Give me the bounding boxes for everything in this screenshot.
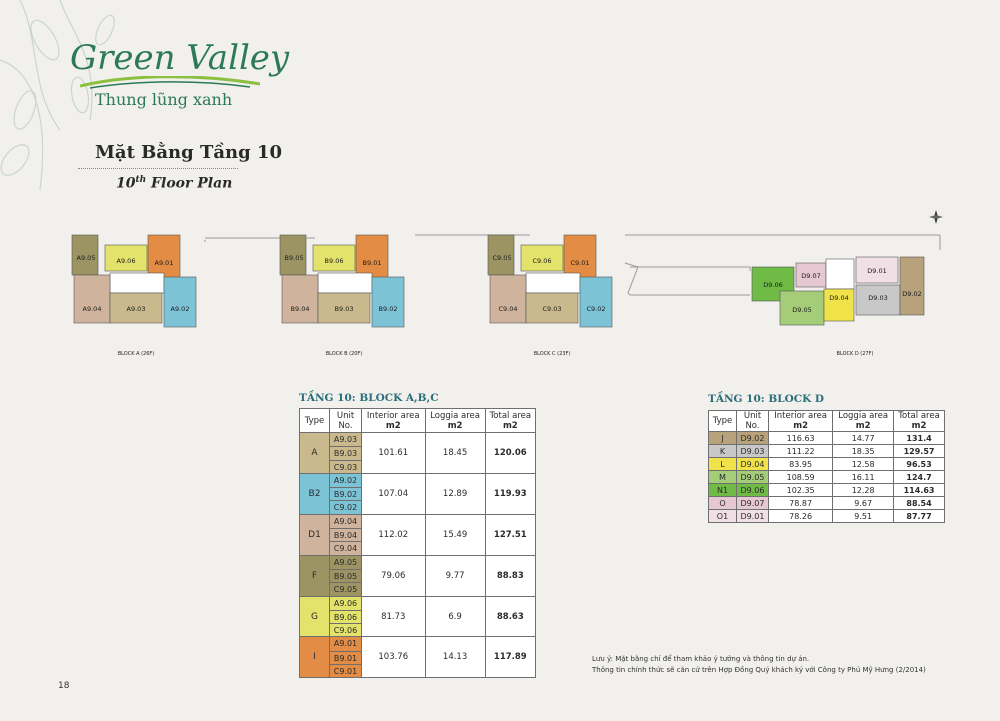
unit-label: D9.01 bbox=[867, 267, 887, 275]
block-a-plan bbox=[72, 235, 196, 357]
header-unit: Unit No. bbox=[330, 409, 362, 433]
interior-cell: 101.61 bbox=[362, 433, 426, 474]
type-cell: F bbox=[300, 555, 330, 596]
header-interior-label: Interior area bbox=[774, 411, 827, 421]
type-cell: A bbox=[300, 433, 330, 474]
loggia-cell: 12.28 bbox=[833, 484, 894, 497]
table-block-d bbox=[708, 410, 945, 523]
floor-plan bbox=[60, 205, 960, 365]
block-b-plan bbox=[280, 235, 404, 357]
header-type: Type bbox=[709, 411, 737, 432]
table-row bbox=[300, 514, 536, 555]
total-cell: 88.63 bbox=[485, 596, 535, 637]
unit-label: C9.04 bbox=[498, 305, 518, 313]
block-label: BLOCK D (27F) bbox=[836, 351, 874, 357]
unit-no: A9.02 bbox=[333, 475, 358, 485]
heading-divider bbox=[78, 168, 238, 169]
header-interior-unit: m2 bbox=[385, 420, 401, 431]
header-loggia-label: Loggia area bbox=[838, 411, 889, 421]
loggia-cell: 9.67 bbox=[833, 497, 894, 510]
table-row bbox=[709, 471, 945, 484]
type-cell: L bbox=[709, 458, 737, 471]
units-cell bbox=[330, 555, 362, 596]
header-total bbox=[894, 411, 945, 432]
total-cell: 114.63 bbox=[894, 484, 945, 497]
loggia-cell: 6.9 bbox=[425, 596, 485, 637]
unit-label: D9.02 bbox=[902, 290, 922, 298]
interior-cell: 78.87 bbox=[769, 497, 833, 510]
total-cell: 119.93 bbox=[485, 473, 535, 514]
logo-subtitle: Thung lũng xanh bbox=[95, 90, 233, 109]
type-cell: N1 bbox=[709, 484, 737, 497]
header-loggia bbox=[425, 409, 485, 433]
page-subtitle bbox=[116, 175, 232, 192]
table-row bbox=[709, 432, 945, 445]
block-d-plan bbox=[752, 257, 924, 357]
type-cell: I bbox=[300, 637, 330, 678]
interior-cell: 83.95 bbox=[769, 458, 833, 471]
unit-label: D9.05 bbox=[792, 306, 812, 314]
loggia-cell: 15.49 bbox=[425, 514, 485, 555]
unit-cell: D9.01 bbox=[737, 510, 769, 523]
subtitle-superscript: th bbox=[135, 175, 147, 185]
total-cell: 131.4 bbox=[894, 432, 945, 445]
block-label: BLOCK C (23F) bbox=[533, 351, 571, 357]
block-c-plan bbox=[488, 235, 612, 357]
header-total-label: Total area bbox=[898, 411, 940, 421]
units-cell bbox=[330, 433, 362, 474]
unit-label: C9.05 bbox=[492, 254, 512, 262]
unit-label: B9.05 bbox=[284, 254, 304, 262]
type-cell: K bbox=[709, 445, 737, 458]
unit-label: D9.04 bbox=[829, 294, 849, 302]
unit-no: C9.05 bbox=[330, 582, 361, 595]
unit-no: C9.03 bbox=[330, 460, 361, 473]
total-cell: 117.89 bbox=[485, 637, 535, 678]
unit-no: C9.06 bbox=[330, 623, 361, 636]
unit-cell: D9.03 bbox=[737, 445, 769, 458]
table-row bbox=[709, 458, 945, 471]
total-cell: 120.06 bbox=[485, 433, 535, 474]
unit-no: B9.05 bbox=[330, 569, 361, 582]
unit-label: B9.04 bbox=[290, 305, 310, 313]
total-cell: 96.53 bbox=[894, 458, 945, 471]
interior-cell: 81.73 bbox=[362, 596, 426, 637]
loggia-cell: 14.77 bbox=[833, 432, 894, 445]
loggia-cell: 16.11 bbox=[833, 471, 894, 484]
interior-cell: 79.06 bbox=[362, 555, 426, 596]
total-cell: 88.83 bbox=[485, 555, 535, 596]
unit-cell: D9.04 bbox=[737, 458, 769, 471]
unit-no: C9.01 bbox=[330, 664, 361, 677]
unit-no: B9.01 bbox=[330, 651, 361, 664]
compass-icon bbox=[929, 210, 943, 224]
table-row bbox=[709, 484, 945, 497]
interior-cell: 116.63 bbox=[769, 432, 833, 445]
unit-label: D9.03 bbox=[868, 294, 888, 302]
table-abc-title: TẦNG 10: BLOCK A,B,C bbox=[299, 392, 439, 404]
subtitle-number: 10 bbox=[116, 175, 136, 192]
type-cell: O bbox=[709, 497, 737, 510]
table-row bbox=[709, 497, 945, 510]
unit-cell: D9.02 bbox=[737, 432, 769, 445]
unit-label: C9.01 bbox=[570, 259, 590, 267]
unit-no: C9.02 bbox=[330, 500, 361, 513]
unit-label: A9.02 bbox=[170, 305, 190, 313]
loggia-cell: 18.45 bbox=[425, 433, 485, 474]
page-title: Mặt Bằng Tầng 10 bbox=[95, 142, 283, 163]
unit-label: C9.03 bbox=[542, 305, 562, 313]
unit-label: D9.06 bbox=[763, 281, 783, 289]
logo-swoosh-icon bbox=[80, 76, 260, 90]
header-loggia-unit: m2 bbox=[855, 421, 871, 431]
table-row bbox=[709, 445, 945, 458]
unit-no: A9.03 bbox=[333, 435, 358, 444]
total-cell: 127.51 bbox=[485, 514, 535, 555]
interior-cell: 78.26 bbox=[769, 510, 833, 523]
logo-title: Green Valley bbox=[70, 38, 290, 78]
table-row bbox=[300, 555, 536, 596]
note-line: Lưu ý: Mặt bằng chỉ để tham khảo ý tưởng và thông tin dự án. bbox=[592, 655, 810, 663]
unit-label: A9.06 bbox=[116, 257, 136, 265]
header-total-unit: m2 bbox=[502, 420, 518, 431]
header-total-unit: m2 bbox=[911, 421, 927, 431]
interior-cell: 108.59 bbox=[769, 471, 833, 484]
unit-no: B9.02 bbox=[330, 487, 361, 500]
units-cell bbox=[330, 637, 362, 678]
table-row bbox=[709, 510, 945, 523]
interior-cell: 111.22 bbox=[769, 445, 833, 458]
unit-label: B9.02 bbox=[378, 305, 398, 313]
note-line: Thông tin chính thức sẽ căn cứ trên Hợp Đồng Quý khách ký với Công ty Phú Mỹ Hưng (2/2014) bbox=[592, 666, 926, 674]
total-cell: 88.54 bbox=[894, 497, 945, 510]
table-row bbox=[300, 433, 536, 474]
unit-label: A9.04 bbox=[82, 305, 102, 313]
unit-label: A9.03 bbox=[126, 305, 146, 313]
interior-cell: 107.04 bbox=[362, 473, 426, 514]
unit-no: B9.03 bbox=[330, 446, 361, 459]
total-cell: 124.7 bbox=[894, 471, 945, 484]
loggia-cell: 14.13 bbox=[425, 637, 485, 678]
header-loggia-unit: m2 bbox=[447, 420, 463, 431]
unit-no: A9.06 bbox=[333, 598, 358, 608]
interior-cell: 102.35 bbox=[769, 484, 833, 497]
type-cell: B2 bbox=[300, 473, 330, 514]
total-cell: 87.77 bbox=[894, 510, 945, 523]
unit-label: B9.06 bbox=[324, 257, 344, 265]
units-cell bbox=[330, 514, 362, 555]
unit-cell: D9.07 bbox=[737, 497, 769, 510]
unit-cell: D9.06 bbox=[737, 484, 769, 497]
unit-label: A9.05 bbox=[76, 254, 96, 262]
unit-no: B9.04 bbox=[330, 528, 361, 541]
type-cell: O1 bbox=[709, 510, 737, 523]
interior-cell: 103.76 bbox=[362, 637, 426, 678]
units-cell bbox=[330, 473, 362, 514]
header-interior-unit: m2 bbox=[793, 421, 809, 431]
header-loggia-label: Loggia area bbox=[430, 410, 480, 421]
header-interior bbox=[362, 409, 426, 433]
unit-label: D9.07 bbox=[801, 272, 821, 280]
header-total-label: Total area bbox=[489, 410, 532, 421]
loggia-cell: 12.58 bbox=[833, 458, 894, 471]
unit-label: C9.06 bbox=[532, 257, 552, 265]
units-cell bbox=[330, 596, 362, 637]
unit-label: C9.02 bbox=[586, 305, 606, 313]
table-block-abc bbox=[299, 408, 536, 678]
unit-no: B9.06 bbox=[330, 610, 361, 623]
unit-no: A9.05 bbox=[333, 557, 358, 567]
unit-cell: D9.05 bbox=[737, 471, 769, 484]
header-unit: Unit No. bbox=[737, 411, 769, 432]
unit-no: A9.04 bbox=[333, 516, 358, 526]
total-cell: 129.57 bbox=[894, 445, 945, 458]
table-d-title: TẦNG 10: BLOCK D bbox=[708, 393, 824, 405]
loggia-cell: 18.35 bbox=[833, 445, 894, 458]
table-row bbox=[300, 637, 536, 678]
loggia-cell: 9.51 bbox=[833, 510, 894, 523]
table-row bbox=[300, 596, 536, 637]
type-cell: D1 bbox=[300, 514, 330, 555]
unit-label: B9.03 bbox=[334, 305, 354, 313]
unit-label: B9.01 bbox=[362, 259, 382, 267]
header-loggia bbox=[833, 411, 894, 432]
subtitle-text: Floor Plan bbox=[146, 175, 233, 192]
type-cell: M bbox=[709, 471, 737, 484]
unit-no: A9.01 bbox=[333, 639, 358, 649]
unit-no: C9.04 bbox=[330, 541, 361, 554]
disclaimer-note bbox=[592, 654, 962, 676]
header-type: Type bbox=[300, 409, 330, 433]
table-row bbox=[300, 473, 536, 514]
header-total bbox=[485, 409, 535, 433]
header-interior bbox=[769, 411, 833, 432]
block-label: BLOCK B (20F) bbox=[325, 351, 363, 357]
unit-label: A9.01 bbox=[154, 259, 174, 267]
block-label: BLOCK A (26F) bbox=[117, 351, 155, 357]
loggia-cell: 12.89 bbox=[425, 473, 485, 514]
header-interior-label: Interior area bbox=[366, 410, 420, 421]
page-number: 18 bbox=[58, 681, 70, 691]
type-cell: G bbox=[300, 596, 330, 637]
type-cell: J bbox=[709, 432, 737, 445]
loggia-cell: 9.77 bbox=[425, 555, 485, 596]
interior-cell: 112.02 bbox=[362, 514, 426, 555]
